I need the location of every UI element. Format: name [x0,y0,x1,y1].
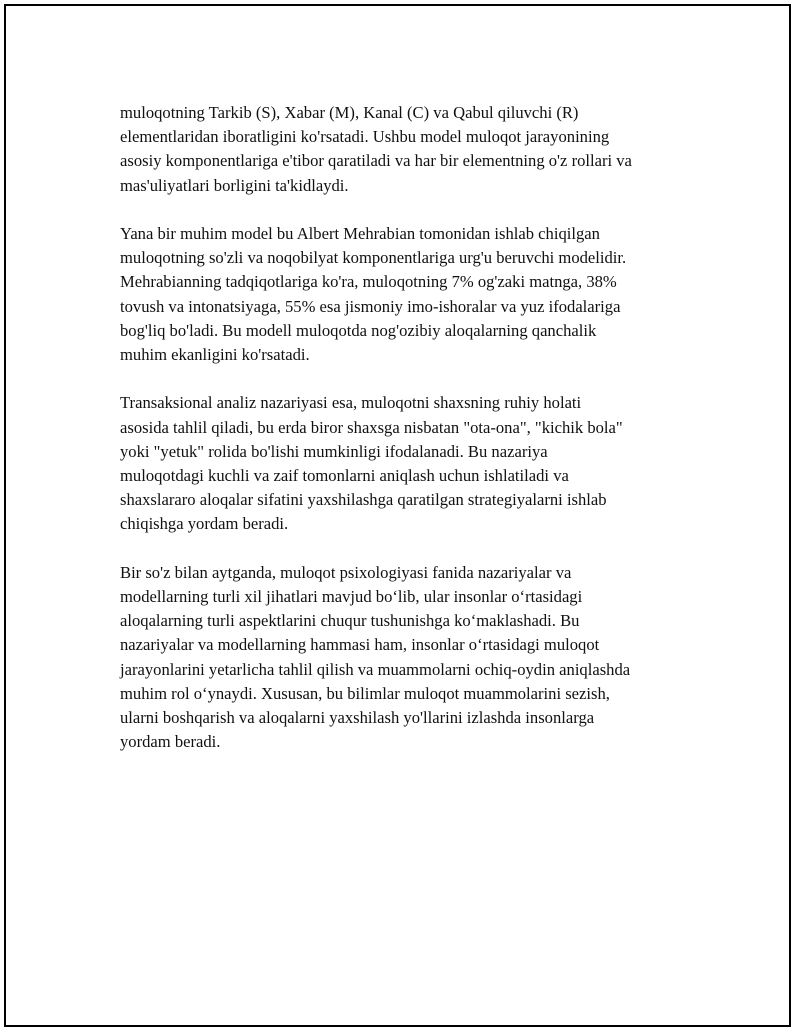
text-line: Mehrabianning tadqiqotlariga ko'ra, muloqotning 7% og'zaki matnga, 38% [120,272,617,292]
text-line: tovush va intonatsiyaga, 55% esa jismoniy imo-ishoralar va yuz ifodalariga [120,296,621,316]
text-line: Transaksional analiz nazariyasi esa, muloqotni shaxsning ruhiy holati [120,393,582,413]
text-line: elementlaridan iboratligini ko'rsatadi. Ushbu model muloqot jarayonining [120,127,610,147]
text-line: bog'liq bo'ladi. Bu modell muloqotda nog'ozibiy aloqalarning qanchalik [120,320,597,340]
text-line: asosida tahlil qiladi, bu erda biror shaxsga nisbatan "ota-ona", "kichik bola" [120,417,623,437]
text-line: nazariyalar va modellarning hammasi ham, insonlar o‘rtasidagi muloqot [120,635,600,655]
text-line: muhim rol o‘ynaydi. Xususan, bu bilimlar muloqot muammolarini sezish, [120,683,610,703]
paragraph-3 [120,391,710,536]
text-line: ularni boshqarish va aloqalarni yaxshilash yo'llarini izlashda insonlarga [120,708,595,728]
text-line: asosiy komponentlariga e'tibor qaratiladi va har bir elementning o'z rollari va [120,151,632,171]
text-line: muhim ekanligini ko'rsatadi. [120,345,310,365]
text-line: shaxslararo aloqalar sifatini yaxshilashga qaratilgan strategiyalarni ishlab [120,490,607,510]
document-page [4,4,791,1027]
text-line: Yana bir muhim model bu Albert Mehrabian tomonidan ishlab chiqilgan [120,224,600,243]
text-line: yordam beradi. [120,732,221,752]
text-line: chiqishga yordam beradi. [120,514,289,534]
paragraph-1 [120,101,710,198]
text-line: aloqalarning turli aspektlarini chuqur tushunishga ko‘maklashadi. Bu [120,611,580,631]
text-line: yoki "yetuk" rolida bo'lishi mumkinligi ifodalanadi. Bu nazariya [120,441,548,461]
text-line: muloqotning Tarkib (S), Xabar (M), Kanal (C) va Qabul qiluvchi (R) [120,103,579,122]
document-body [120,101,710,779]
text-line: muloqotdagi kuchli va zaif tomonlarni aniqlash uchun ishlatiladi va [120,466,569,486]
text-line: modellarning turli xil jihatlari mavjud bo‘lib, ular insonlar o‘rtasidagi [120,587,583,607]
paragraph-2 [120,222,710,367]
text-line: Bir so'z bilan aytganda, muloqot psixologiyasi fanida nazariyalar va [120,562,572,582]
text-line: mas'uliyatlari borligini ta'kidlaydi. [120,175,349,195]
paragraph-4 [120,561,710,755]
text-line: muloqotning so'zli va noqobilyat komponentlariga urg'u beruvchi modelidir. [120,248,627,268]
text-line: jarayonlarini yetarlicha tahlil qilish va muammolarni ochiq-oydin aniqlashda [120,659,631,679]
